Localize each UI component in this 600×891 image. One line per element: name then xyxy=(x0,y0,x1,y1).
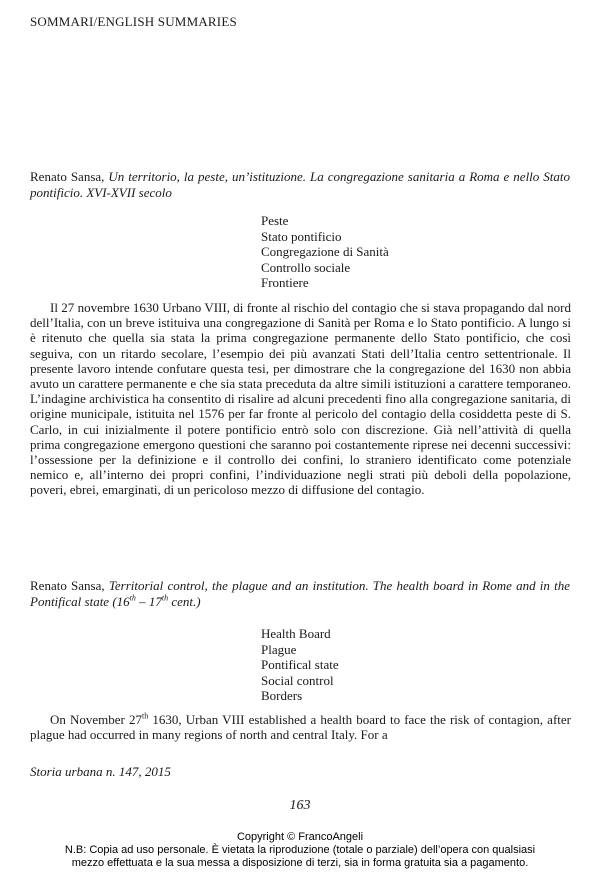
copyright-notice xyxy=(0,831,600,870)
page-number: 163 xyxy=(289,798,311,813)
keyword: Stato pontificio xyxy=(261,228,342,244)
english-title-sup-1: th xyxy=(129,593,136,603)
copyright-line: N.B: Copia ad uso personale. È vietata la riproduzione (totale o parziale) dell’opera con qualsiasi xyxy=(64,844,536,856)
italian-entry-title xyxy=(30,169,570,201)
keyword: Borders xyxy=(261,688,303,703)
english-abstract-sup: th xyxy=(142,711,149,721)
keyword: Plague xyxy=(261,641,297,657)
italian-abstract: Il 27 novembre 1630 Urbano VIII, di fronte al rischio del contagio che si stava propagando dal nord dell’Italia, con un breve istituiva una congregazione di Sanità per Roma e lo Stato pontificio. A lungo si è ritenuto che quella sia stata la prima congregazione permanente dello Stato pontificio, che così seguiva, con un ritardo secolare, l’esempio dei più avanzati Stati dell’Italia centro settentrionale. Il presente lavoro intende confutare questa tesi, per dimostrare che la congregazione del 1630 non abbia avuto un carattere permanente e che sia stata preceduta da altre simili istituzioni a carattere temporaneo. L’indagine archivistica ha consentito di risalire ad alcuni precedenti fino alla congregazione sanitaria, di origine municipale, istituita nel 1576 per far fronte al pericolo del contagio della cosiddetta peste di S. Carlo, in cui inizialmente il potere pontificio entrò solo con discrezione. Già nell’attività di quella prima congregazione emergono questioni che saranno poi costantemente riprese nei decenni successivi: l’ossessione per la definizione e il controllo dei confini, lo straniero identificato come potenziale nemico e, all’interno dei propri confini, l’individuazione negli strati più deboli della popolazione, poveri, ebrei, emarginati, di un pericoloso mezzo di diffusione del contagio. xyxy=(30,300,571,498)
english-abstract xyxy=(30,712,571,742)
english-keywords xyxy=(261,626,339,704)
english-entry-title xyxy=(30,578,570,610)
keyword: Health Board xyxy=(261,626,331,641)
italian-title-separator: , xyxy=(101,169,109,184)
journal-citation: Storia urbana n. 147, 2015 xyxy=(30,764,171,779)
italian-article-title: Un territorio, la peste, un’istituzione. La congregazione sanitaria a Roma e nello Stato pontificio. XVI-XVII secolo xyxy=(30,169,571,200)
keyword: Congregazione di Sanità xyxy=(261,244,389,259)
keyword: Controllo sociale xyxy=(261,259,351,275)
english-title-end: cent.) xyxy=(168,594,201,609)
italian-author: Renato Sansa xyxy=(30,169,102,184)
keyword: Social control xyxy=(261,672,334,688)
english-author: Renato Sansa xyxy=(30,578,102,593)
running-header: SOMMARI/ENGLISH SUMMARIES xyxy=(30,14,237,29)
english-title-main: Territorial control, the plague and an institution. The health board in Rome and in the Pontifical state (16 xyxy=(30,578,570,609)
italian-keywords xyxy=(261,213,389,291)
english-abstract-post: 1630, Urban VIII established a health board to face the risk of contagion, after plague had occurred in many regions of north and central Italy. For a xyxy=(30,712,571,743)
english-title-dash: – 17 xyxy=(135,594,162,609)
keyword: Frontiere xyxy=(261,275,309,290)
english-title-separator: , xyxy=(101,578,109,593)
english-title-sup-2: th xyxy=(161,593,169,603)
english-abstract-pre: On November 27 xyxy=(50,712,142,727)
keyword: Pontifical state xyxy=(261,657,339,672)
english-article-title xyxy=(30,578,570,609)
keyword: Peste xyxy=(261,213,289,228)
copyright-line: mezzo effettuata e la sua messa a disposizione di terzi, sia in forma gratuita sia a pagamento. xyxy=(71,857,529,869)
copyright-line: Copyright © FrancoAngeli xyxy=(236,831,364,843)
